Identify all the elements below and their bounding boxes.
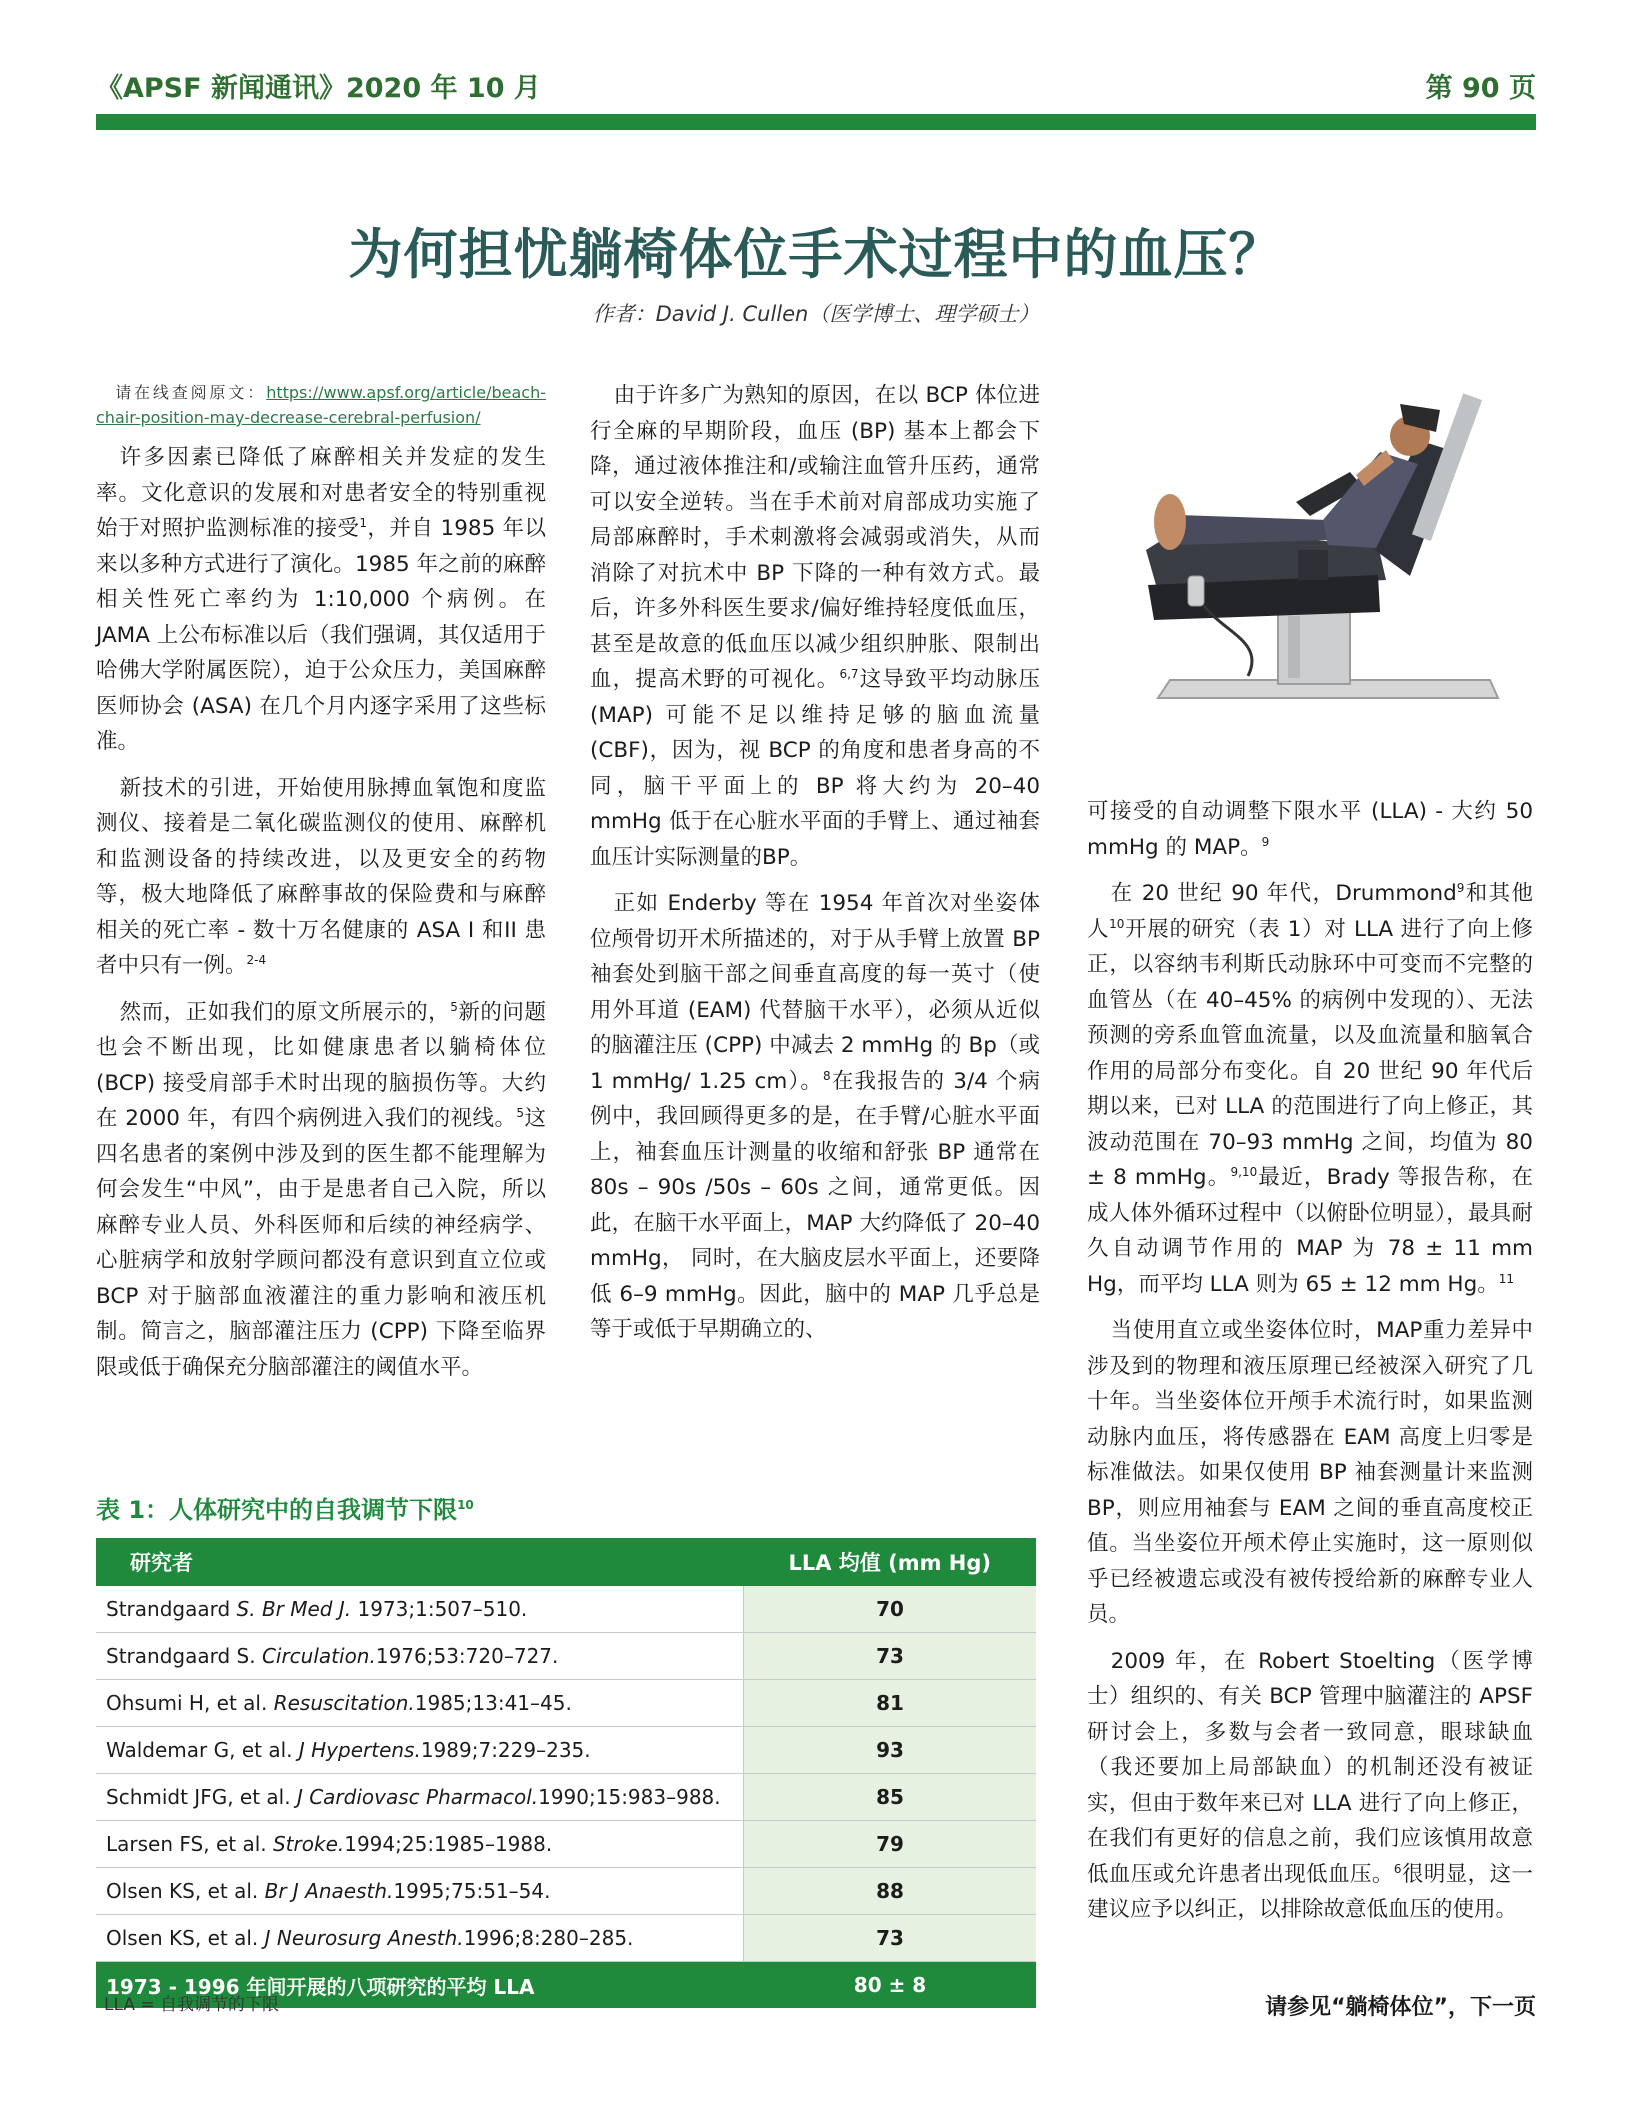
reference-marker: 5 [516, 1105, 525, 1120]
table-row [96, 1868, 1036, 1915]
column-2 [590, 378, 1040, 1359]
original-article-link[interactable]: https://www.apsf.org/article/beach-chair-position-may-decrease-cerebral-perfusion/ [96, 383, 546, 427]
study-citation: Larsen FS, et al. Stroke.1994;25:1985–1988. [96, 1821, 744, 1868]
table-title: 表 1：人体研究中的自我调节下限$^{10}$ [96, 1496, 474, 1524]
lla-value: 70 [744, 1586, 1037, 1633]
lla-value: 88 [744, 1868, 1037, 1915]
study-citation: Olsen KS, et al. J Neurosurg Anesth.1996;8:280–285. [96, 1915, 744, 1962]
table-header-row [96, 1538, 1036, 1586]
paragraph: 新技术的引进，开始使用脉搏血氧饱和度监测仪、接着是二氧化碳监测仪的使用、麻醉机和监测设备的持续改进，以及更安全的药物等，极大地降低了麻醉事故的保险费和与麻醉相关的死亡率 - 数十万名健康的 ASA I 和II 患者中只有一例。$^{2-4}$ [96, 775, 546, 978]
reference-marker: 9 [1261, 834, 1270, 849]
paragraph: 然而，正如我们的原文所展示的，$^5$新的问题也会不断出现，比如健康患者以躺椅体位 (BCP) 接受肩部手术时出现的脑损伤等。大约在 2000 年，有四个病例进入我们的视线。$^5$这四名患者的案例中涉及到的医生都不能理解为何会发生“中风”，由于是患者自己入院，所以麻醉专业人员、外科医师和后续的神经病学、心脏病学和放射学顾问都没有意识到直立位或 BCP 对于脑部血液灌注的重力影响和液压机制。简言之，脑部灌注压力 (CPP) 下降至临界限或低于确保充分脑部灌注的阈值水平。 [96, 999, 546, 1380]
paragraph: 由于许多广为熟知的原因，在以 BCP 体位进行全麻的早期阶段，血压 (BP) 基本上都会下降，通过液体推注和/或输注血管升压药，通常可以安全逆转。当在手术前对肩部成功实施了局部麻醉时，手术刺激将会减弱或消失，从而消除了对抗术中 BP 下降的一种有效方式。最后，许多外科医生要求/偏好维持轻度低血压，甚至是故意的低血压以减少组织肿胀、限制出血，提高术野的可视化。$^{6,7}$这导致平均动脉压 (MAP) 可能不足以维持足够的脑血流量 (CBF)，因为，视 BCP 的角度和患者身高的不同，脑干平面上的 BP 将大约为 20–40 mmHg 低于在心脏水平面的手臂上、通过袖套血压计实际测量的BP。 [590, 383, 1040, 870]
reference-marker: 9 [1456, 880, 1465, 895]
paragraph: 正如 Enderby 等在 1954 年首次对坐姿体位颅骨切开术所描述的，对于从手臂上放置 BP 袖套处到脑干部之间垂直高度的每一英寸（使用外耳道 (EAM) 代替脑干水平），必须从近似的脑灌注压 (CPP) 中减去 2 mmHg 的 Bp（或 1 mmHg/ 1.25 cm）。$^8$在我报告的 3/4 个病例中，我回顾得更多的是，在手臂/心脏水平面上，袖套血压计测量的收缩和舒张 BP 通常在 80s – 90s /50s – 60s 之间，通常更低。因此，在脑干水平面上，MAP 大约降低了 20–40 mmHg， 同时，在大脑皮层水平面上，还要降低 6–9 mmHg。因此，脑中的 MAP 几乎总是等于或低于早期确立的、 [590, 891, 1040, 1342]
reference-marker: 6 [1393, 1861, 1402, 1876]
continued-next-page: 请参见“躺椅体位”，下一页 [1265, 1995, 1536, 2020]
column-3 [1087, 794, 1533, 1939]
lla-value: 93 [744, 1727, 1037, 1774]
table-row [96, 1586, 1036, 1633]
page-number: 第 90 页 [1425, 73, 1536, 104]
paragraph: 在 20 世纪 90 年代，Drummond$^9$和其他人$^{10}$开展的研究（表 1）对 LLA 进行了向上修正，以容纳韦利斯氏动脉环中可变而不完整的血管丛（在 40–45% 的病例中发现的）、无法预测的旁系血管血流量，以及血流量和脑氧合作用的局部分布变化。自 20 世纪 90 年代后期以来，已对 LLA 的范围进行了向上修正，其波动范围在 70–93 mmHg 之间，均值为 80 ± 8 mmHg。$^{9,10}$最近，Brady 等报告称，在成人体外循环过程中（以俯卧位明显），最具耐久自动调节作用的 MAP 为 78 ± 11 mm Hg，而平均 LLA 则为 65 ± 12 mm Hg。$^{11}$ [1087, 880, 1533, 1297]
reference-marker: 5 [450, 999, 458, 1014]
table-row [96, 1774, 1036, 1821]
column-header-investigator: 研究者 [96, 1538, 744, 1586]
study-citation: Olsen KS, et al. Br J Anaesth.1995;75:51–54. [96, 1868, 744, 1915]
reference-marker: 8 [823, 1068, 831, 1083]
reference-marker: 10 [457, 1498, 474, 1512]
paragraph: 许多因素已降低了麻醉相关并发症的发生率。文化意识的发展和对患者安全的特别重视始于对照护监测标准的接受$^1$，并自 1985 年以来以多种方式进行了演化。1985 年之前的麻醉相关性死亡率约为 1:10,000 个病例。在 JAMA 上公布标准以后（我们强调，其仅适用于哈佛大学附属医院），迫于公众压力，美国麻醉医师协会 (ASA) 在几个月内逐字采用了这些标准。 [96, 445, 546, 754]
beach-chair-photo [1118, 380, 1538, 720]
column-header-lla-mean: LLA 均值 (mm Hg) [744, 1538, 1037, 1586]
online-notice [96, 380, 546, 430]
column-1 [96, 380, 546, 1396]
article-title: 为何担忧躺椅体位手术过程中的血压？ [348, 223, 1284, 286]
table-footnote: LLA = 自我调节的下限 [104, 1995, 280, 2015]
study-citation: Waldemar G, et al. J Hypertens.1989;7:229–235. [96, 1727, 744, 1774]
paragraph: 可接受的自动调整下限水平 (LLA) - 大约 50 mmHg 的 MAP。$^9$ [1087, 799, 1533, 860]
article-byline: 作者：David J. Cullen（医学博士、理学硕士） [592, 302, 1040, 326]
table-row [96, 1821, 1036, 1868]
newsletter-issue: 《APSF 新闻通讯》2020 年 10 月 [96, 73, 541, 104]
header-rule [96, 114, 1536, 130]
paragraph: 当使用直立或坐姿体位时，MAP重力差异中涉及到的物理和液压原理已经被深入研究了几十年。当坐姿体位开颅手术流行时，如果监测动脉内血压，将传感器在 EAM 高度上归零是标准做法。如果仅使用 BP 袖套测量计来监测 BP，则应用袖套与 EAM 之间的垂直高度校正值。当坐姿位开颅术停止实施时，这一原则似乎已经被遗忘或没有被传授给新的麻醉专业人员。 [1087, 1318, 1533, 1627]
lla-value: 73 [744, 1633, 1037, 1680]
reference-marker: 1 [359, 515, 367, 530]
reference-marker: 9,10 [1230, 1164, 1258, 1179]
table-row [96, 1633, 1036, 1680]
table-row [96, 1680, 1036, 1727]
average-label: 1973 - 1996 年间开展的八项研究的平均 LLA [96, 1962, 744, 2009]
lla-value: 81 [744, 1680, 1037, 1727]
table-row [96, 1915, 1036, 1962]
paragraph: 2009 年，在 Robert Stoelting（医学博士）组织的、有关 BCP 管理中脑灌注的 APSF 研讨会上，多数与会者一致同意，眼球缺血（我还要加上局部缺血）的机制还没有被证实，但由于数年来已对 LLA 进行了向上修正，在我们有更好的信息之前，我们应该慎用故意低血压或允许患者出现低血压。$^6$很明显，这一建议应予以纠正，以排除故意低血压的使用。 [1087, 1648, 1533, 1922]
reference-marker: 10 [1109, 916, 1125, 931]
reference-marker: 2-4 [246, 952, 267, 967]
study-citation: Strandgaard S. Circulation.1976;53:720–727. [96, 1633, 744, 1680]
reference-marker: 6,7 [839, 666, 859, 681]
average-value: 80 ± 8 [744, 1962, 1037, 2009]
lla-table [96, 1538, 1036, 2008]
study-citation: Schmidt JFG, et al. J Cardiovasc Pharmacol.1990;15:983–988. [96, 1774, 744, 1821]
online-label: 请在线查阅原文： [115, 383, 267, 402]
table-row [96, 1727, 1036, 1774]
study-citation: Ohsumi H, et al. Resuscitation.1985;13:41–45. [96, 1680, 744, 1727]
lla-value: 85 [744, 1774, 1037, 1821]
lla-value: 79 [744, 1821, 1037, 1868]
study-citation: Strandgaard S. Br Med J. 1973;1:507–510. [96, 1586, 744, 1633]
reference-marker: 11 [1498, 1271, 1515, 1286]
lla-value: 73 [744, 1915, 1037, 1962]
